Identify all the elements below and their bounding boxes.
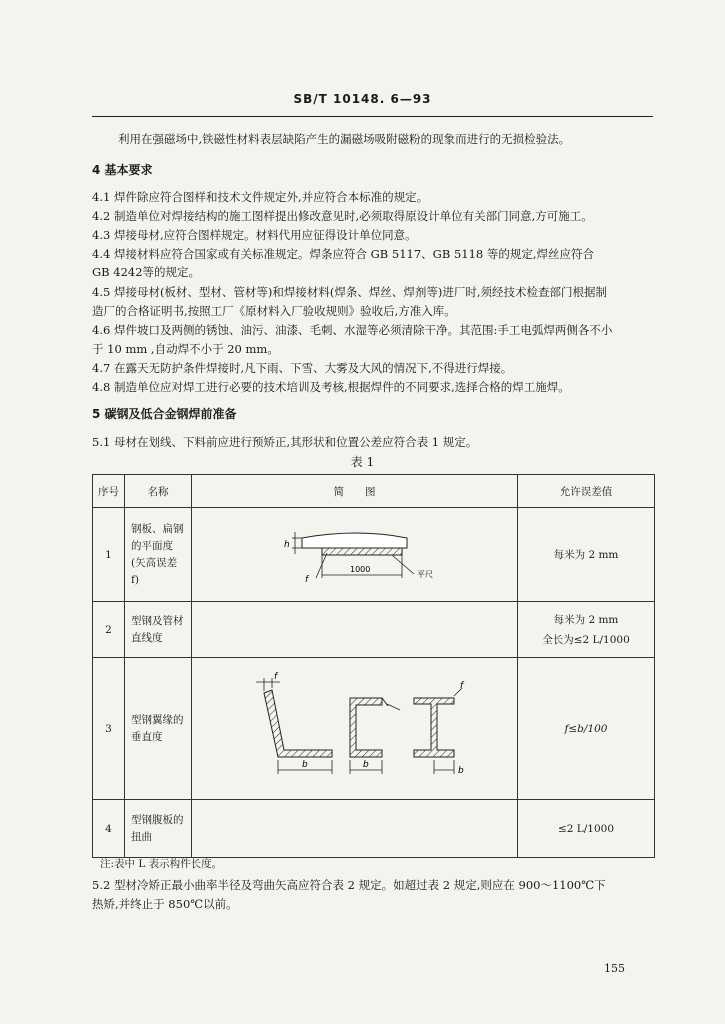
- row-name: 型钢及管材直线度: [125, 602, 192, 658]
- row-name: 型钢腹板的扭曲: [125, 800, 192, 858]
- para-4-5-cont: 造厂的合格证明书,按照工厂《原材料入厂验收规则》验收后,方准入库。: [92, 304, 456, 318]
- table-row: [93, 800, 655, 858]
- ibeam-profile: [414, 698, 454, 757]
- para-5-2-cont: 热矫,并终止于 850℃以前。: [92, 897, 238, 911]
- tolerance-table: [92, 474, 655, 858]
- plate-shape: [302, 533, 407, 548]
- label-b-ibeam: b: [458, 766, 464, 776]
- row-name: 型钢翼缘的垂直度: [125, 658, 192, 800]
- label-f: f: [305, 575, 309, 585]
- para-5-1: 5.1 母材在划线、下料前应进行预矫正,其形状和位置公差应符合表 1 规定。: [92, 435, 478, 449]
- label-b-channel: b: [363, 760, 369, 770]
- para-4-2: 4.2 制造单位对焊接结构的施工图样提出修改意见时,必须取得原设计单位有关部门同意,方可施工。: [92, 209, 593, 223]
- para-4-6: 4.6 焊件坡口及两侧的锈蚀、油污、油漆、毛刺、水湿等必须清除干净。其范围:手工电弧焊两侧各不小: [92, 323, 613, 337]
- angle-profile: [264, 690, 332, 757]
- para-4-5: 4.5 焊接母材(板材、型材、管材等)和焊接材料(焊条、焊丝、焊剂等)进厂时,须经技术检查部门根据制: [92, 285, 608, 299]
- empty-diagram-cell: [192, 602, 518, 658]
- row-tolerance: 每米为 2 mm: [518, 508, 655, 602]
- table-header-row: [93, 475, 655, 508]
- perpendicularity-diagram: [192, 658, 518, 800]
- tolerance-line-1: 每米为 2 mm: [553, 613, 619, 626]
- header-rule: [92, 116, 653, 117]
- para-4-7: 4.7 在露天无防护条件焊接时,凡下雨、下雪、大雾及大风的情况下,不得进行焊接。: [92, 361, 513, 375]
- table-caption: 表 1: [350, 455, 375, 469]
- section-5-heading: 5 碳钢及低合金钢焊前准备: [92, 407, 237, 421]
- empty-diagram-cell: [192, 800, 518, 858]
- label-b-angle: b: [302, 760, 308, 770]
- col-header-no: 序号: [93, 475, 125, 508]
- intro-text: 利用在强磁场中,铁磁性材料表层缺陷产生的漏磁场吸附磁粉的现象而进行的无损检验法。: [118, 132, 571, 146]
- tolerance-line-2: 全长为≤2 L/1000: [542, 633, 630, 646]
- row-tolerance: f≤b/100: [518, 658, 655, 800]
- table-row: [93, 508, 655, 602]
- para-5-2: 5.2 型材冷矫正最小曲率半径及弯曲矢高应符合表 2 规定。如超过表 2 规定,则应在 900～1100℃下: [92, 878, 606, 892]
- para-4-4: 4.4 焊接材料应符合国家或有关标准规定。焊条应符合 GB 5117、GB 5118 等的规定,焊丝应符合: [92, 247, 595, 261]
- label-h: h: [284, 540, 290, 550]
- para-4-1: 4.1 焊件除应符合图样和技术文件规定外,并应符合本标准的规定。: [92, 190, 429, 204]
- section-4-heading: 4 基本要求: [92, 163, 153, 177]
- para-4-6-cont: 于 10 mm ,自动焊不小于 20 mm。: [92, 342, 279, 356]
- straightedge-shape: [322, 548, 402, 555]
- label-f-angle: f: [274, 672, 278, 682]
- table-row: [93, 658, 655, 800]
- row-name: 钢板、扁钢的平面度(矢高误差f): [125, 508, 192, 602]
- flatness-diagram: [192, 508, 518, 602]
- row-number: 3: [93, 658, 125, 800]
- plate-flatness-svg: [192, 508, 518, 598]
- para-4-4-cont: GB 4242等的规定。: [92, 265, 201, 279]
- row-number: 2: [93, 602, 125, 658]
- standard-number: SB/T 10148. 6—93: [293, 92, 432, 106]
- label-1000: 1000: [350, 565, 371, 574]
- label-straightedge: 平尺: [417, 570, 433, 579]
- col-header-diagram: 简 图: [192, 475, 518, 508]
- channel-profile: [350, 698, 382, 757]
- row-number: 4: [93, 800, 125, 858]
- row-tolerance: [518, 602, 655, 658]
- page-number: 155: [604, 962, 625, 975]
- para-4-8: 4.8 制造单位应对焊工进行必要的技术培训及考核,根据焊件的不同要求,选择合格的焊工施焊。: [92, 380, 570, 394]
- label-f-ibeam: f: [460, 681, 464, 691]
- row-number: 1: [93, 508, 125, 602]
- profiles-svg: [192, 658, 518, 796]
- table-note: 注:表中 L 表示构件长度。: [100, 858, 223, 870]
- para-4-3: 4.3 焊接母材,应符合图样规定。材料代用应征得设计单位同意。: [92, 228, 417, 242]
- col-header-tolerance: 允许误差值: [518, 475, 655, 508]
- row-tolerance: ≤2 L/1000: [518, 800, 655, 858]
- table-row: [93, 602, 655, 658]
- col-header-name: 名称: [125, 475, 192, 508]
